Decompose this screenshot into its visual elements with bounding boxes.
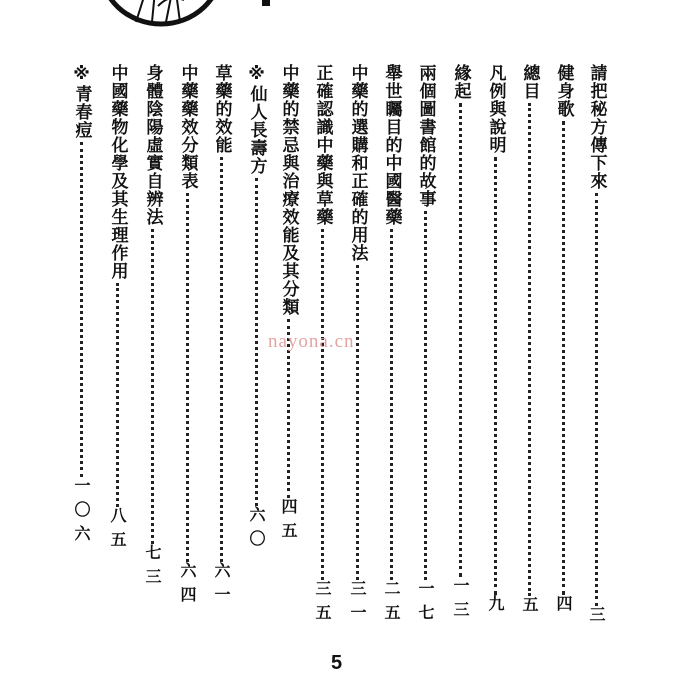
toc-entry-title: 正確認識中藥與草藥: [312, 64, 333, 226]
toc-entry: [174, 64, 200, 610]
toc-entry: [378, 64, 404, 628]
toc-entry-page: 二五: [382, 580, 401, 628]
toc-entry-title: ※青春痘: [71, 64, 92, 139]
dot-leader: [116, 283, 119, 507]
toc-entry: [104, 64, 130, 555]
toc-entry-page: 六四: [178, 562, 197, 610]
toc-entry-title: 請把秘方傳下來: [586, 64, 607, 190]
dot-leader: [390, 229, 393, 580]
dot-leader: [356, 265, 359, 580]
toc-entry-page: 四五: [279, 498, 298, 546]
toc-entry-title: 中藥的禁忌與治療效能及其分類: [278, 64, 299, 316]
dot-leader: [186, 193, 189, 562]
toc-entry-page: 三五: [313, 580, 332, 628]
toc-entry-page: 六〇: [247, 506, 266, 554]
dot-leader: [151, 229, 154, 544]
toc-entry: [516, 64, 542, 620]
dot-leader: [528, 103, 531, 596]
toc-entry-title: 中藥藥效分類表: [177, 64, 198, 190]
toc-entry-title: 兩個圖書館的故事: [415, 64, 436, 208]
toc-entry-page: 一三: [451, 577, 470, 625]
watermark: nayona.cn: [268, 331, 355, 352]
toc-entry-title: 緣起: [450, 64, 471, 100]
toc-entry-title: 健身歌: [553, 64, 574, 118]
toc-entry-page: 一〇六: [72, 477, 91, 549]
toc-entry: [243, 64, 269, 554]
toc-entry: [68, 64, 94, 549]
toc-entry: [550, 64, 576, 619]
dot-leader: [255, 178, 258, 506]
dot-leader: [459, 103, 462, 577]
toc-entry: [275, 64, 301, 546]
toc-entry-page: 四: [554, 595, 573, 619]
toc-entry-page: 九: [486, 595, 505, 619]
toc-entry-title: 舉世矚目的中國醫藥: [381, 64, 402, 226]
toc-entry-title: 中藥的選購和正確的用法: [347, 64, 368, 262]
toc-entry-title: ※仙人長壽方: [246, 64, 267, 175]
toc-entry-title: 身體陰陽虛實自辨法: [142, 64, 163, 226]
page-number: 5: [330, 652, 343, 674]
dot-leader: [321, 229, 324, 580]
toc-entry: [583, 64, 609, 630]
dot-leader: [220, 157, 223, 562]
toc-entry-title: 總目: [519, 64, 540, 100]
toc-entry-page: 三: [587, 606, 606, 630]
toc-entry-title: 中國藥物化學及其生理作用: [107, 64, 128, 280]
toc-entry-page: 八五: [108, 507, 127, 555]
dot-leader: [494, 157, 497, 595]
toc-entry: [208, 64, 234, 610]
toc-entry: [447, 64, 473, 625]
toc-entry-title: 草藥的效能: [211, 64, 232, 154]
toc-entry: [482, 64, 508, 619]
dot-leader: [562, 121, 565, 595]
dot-leader: [80, 142, 83, 477]
toc-entry-page: 五: [520, 596, 539, 620]
toc-entry-page: 三一: [348, 580, 367, 628]
toc-entry: [139, 64, 165, 592]
dot-leader: [595, 193, 598, 606]
dot-leader: [424, 211, 427, 580]
toc-entry-page: 一七: [416, 580, 435, 628]
toc-entry-page: 六一: [212, 562, 231, 610]
toc-entry-page: 七三: [143, 544, 162, 592]
toc-entry: [412, 64, 438, 628]
toc-entry-title: 凡例與說明: [485, 64, 506, 154]
